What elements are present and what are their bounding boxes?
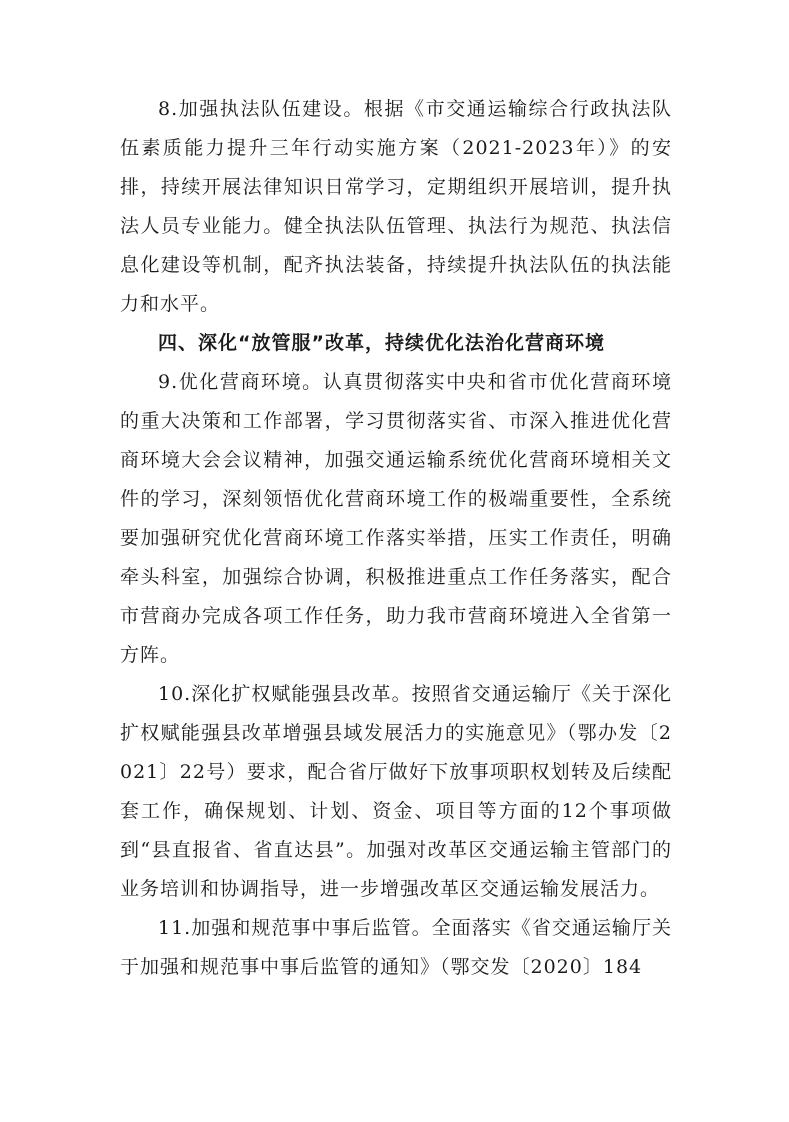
paragraph-10-county-reform: 10.深化扩权赋能强县改革。按照省交通运输厅《关于深化扩权赋能强县改革增强县域发展活力的实施意见》（鄂办发〔2021〕22号）要求，配合省厅做好下放事项职权划转及后续配套工作，确保规划、计划、资金、项目等方面的12个事项做到“县直报省、省直达县”。加强对改革区交通运输主管部门的业务培训和协调指导，进一步增强改革区交通运输发展活力。 [120, 683, 672, 900]
paragraph-9-business-environment: 9.优化营商环境。认真贯彻落实中央和省市优化营商环境的重大决策和工作部署，学习贯彻落实省、市深入推进优化营商环境大会会议精神，加强交通运输系统优化营商环境相关文件的学习，深刻领悟优化营商环境工作的极端重要性，全系统要加强研究优化营商环境工作落实举措，压实工作责任，明确牵头科室，加强综合协调，积极推进重点工作任务落实，配合市营商办完成各项工作任务，助力我市营商环境进入全省第一方阵。 [120, 371, 672, 666]
section-heading-4: 四、深化“放管服”改革，持续优化法治化营商环境 [158, 332, 605, 354]
document-body [120, 90, 672, 987]
paragraph-11-supervision: 11.加强和规范事中事后监管。全面落实《省交通运输厅关于加强和规范事中事后监管的通知》（鄂交发〔2020〕184 [120, 917, 672, 978]
paragraph-8-enforcement-team: 8.加强执法队伍建设。根据《市交通运输综合行政执法队伍素质能力提升三年行动实施方案（2021-2023年）》的安排，持续开展法律知识日常学习，定期组织开展培训，提升执法人员专业能力。健全执法队伍管理、执法行为规范、执法信息化建设等机制，配齐执法装备，持续提升执法队伍的执法能力和水平。 [120, 98, 672, 315]
